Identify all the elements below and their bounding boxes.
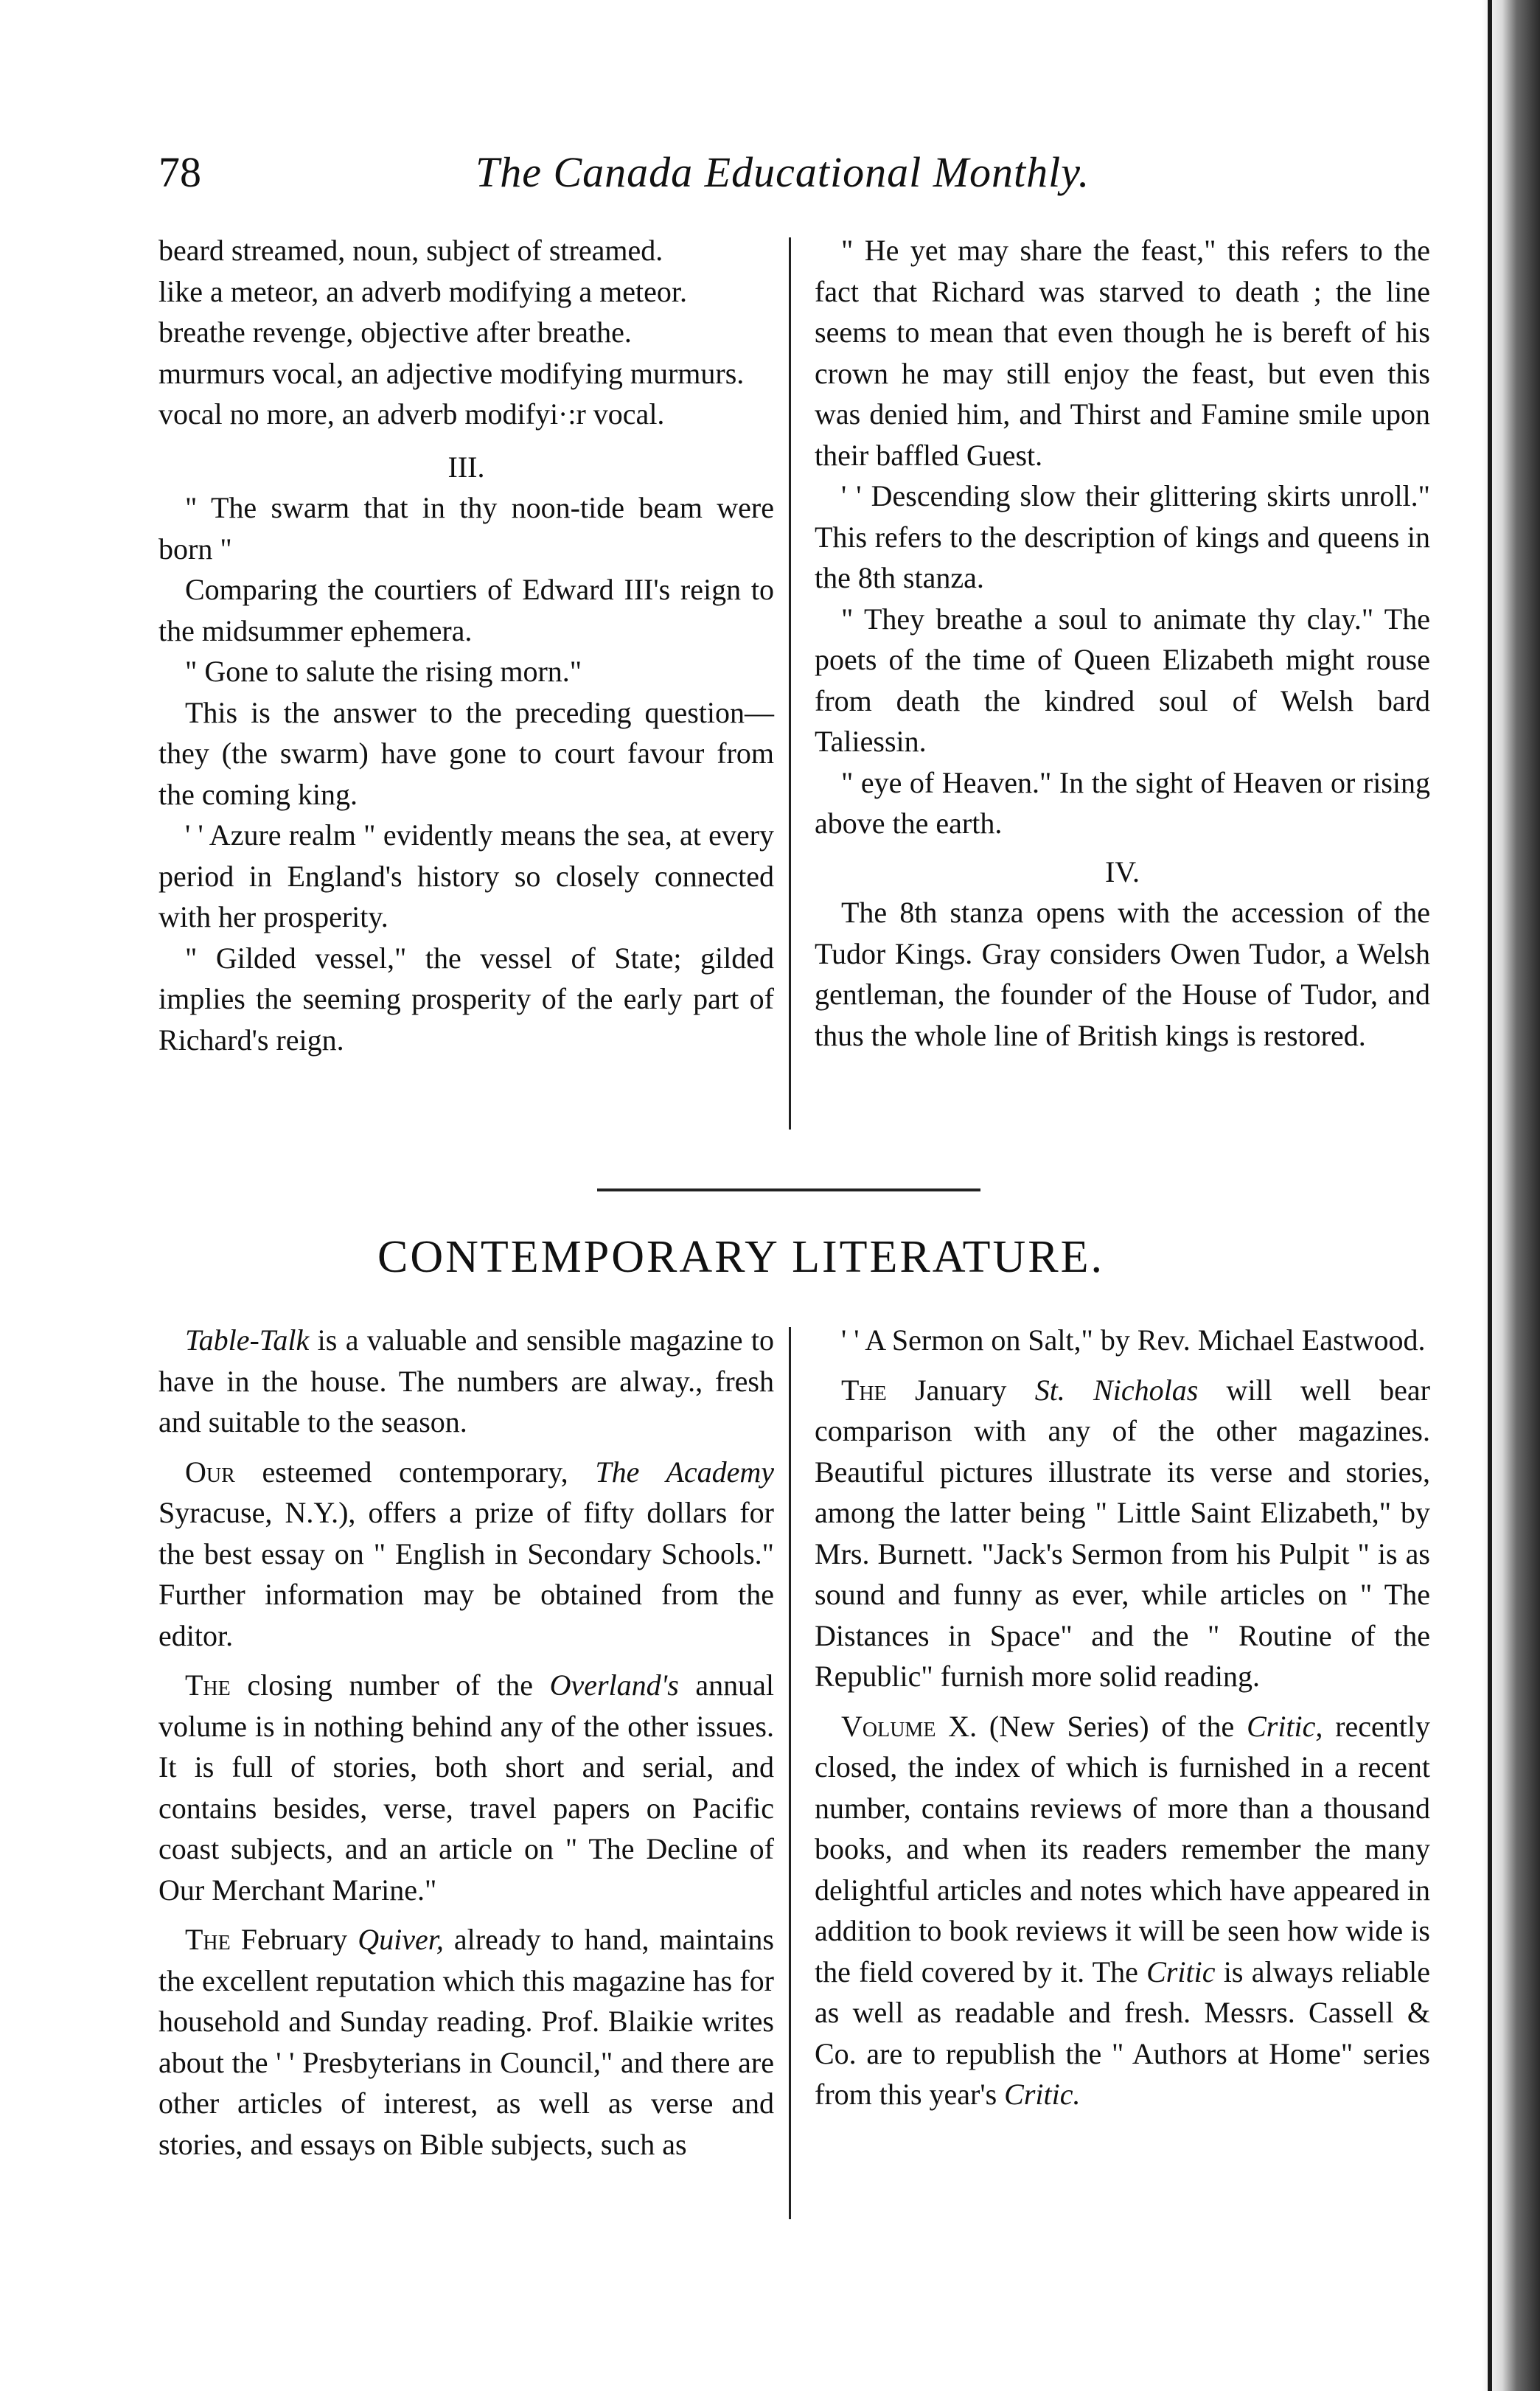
column-bottom-left <box>158 1320 774 2165</box>
lead-word: The <box>185 1923 231 1956</box>
paragraph: ' ' Descending slow their glittering skirts unroll." This refers to the description of kings and queens in the 8th stanza. <box>815 479 1430 594</box>
paragraph-text: X. (New Series) of the <box>936 1709 1247 1743</box>
running-head <box>158 147 1382 206</box>
paragraph: Comparing the courtiers of Edward III's reign to the midsummer ephemera. <box>158 573 774 647</box>
lead-word: Our <box>185 1455 235 1489</box>
paragraph-text: recently closed, the index of which is furnished in a recent number, contains reviews of more than a thousand books, and when its readers remember the many delightful articles and notes which have appeared in addition to book reviews it will be seen how wide is the field covered by it. The <box>815 1709 1431 1988</box>
journal-title: The Canada Educational Monthly. <box>475 148 1090 196</box>
paragraph <box>158 1452 774 1657</box>
paragraph-text: is always reliable as well as readable and fresh. Messrs. Cassell & Co. are to republish the " Authors at Home" series from this year's <box>815 1955 1430 2111</box>
paragraph: " Gone to salute the rising morn." <box>185 655 582 688</box>
section-rule <box>597 1188 980 1191</box>
paragraph-text: annual volume is in nothing behind any of the other issues. It is full of stories, both short and serial, and contains besides, verse, travel papers on Pacific coast subjects, and an article on " The Decline of Our Merchant Marine." <box>158 1668 774 1907</box>
magazine-title: St. Nicholas <box>1034 1373 1199 1407</box>
magazine-title: Table-Talk <box>185 1323 310 1357</box>
magazine-title: Critic, <box>1247 1709 1323 1743</box>
magazine-title: Overland's <box>549 1668 679 1702</box>
magazine-title: Critic. <box>1004 2078 1081 2111</box>
column-bottom-right <box>815 1320 1430 2115</box>
paragraph <box>158 1665 774 1910</box>
paragraph: This is the answer to the preceding question—they (the swarm) have gone to court favour from the coming king. <box>158 695 774 811</box>
scan-edge-line <box>1488 0 1492 2391</box>
magazine-title: Quiver, <box>358 1923 444 1956</box>
paragraph-text: February <box>230 1923 358 1956</box>
paragraph: murmurs vocal, an adjective modifying murmurs. <box>158 356 745 390</box>
paragraph: The 8th stanza opens with the accession of the Tudor Kings. Gray considers Owen Tudor, a Welsh gentleman, the founder of the House of Tudor, and thus the whole line of British kings is restored. <box>815 896 1430 1052</box>
paragraph-text: January <box>886 1373 1035 1407</box>
section-heading: III. <box>447 450 485 484</box>
paragraph-text: closing number of the <box>230 1668 550 1702</box>
lead-word: The <box>841 1373 887 1407</box>
paragraph: ' ' A Sermon on Salt," by Rev. Michael Eastwood. <box>841 1323 1426 1357</box>
paragraph-text: is a valuable and sensible magazine to have in the house. The numbers are alway., fresh and suitable to the season. <box>158 1323 774 1438</box>
column-divider <box>789 237 791 1130</box>
paragraph-text: already to hand, maintains the excellent reputation which this magazine has for household and Sunday reading. Prof. Blaikie writes about the ' ' Presbyterians in Council," and there are other articles of interest, as well as verse and stories, and essays on Bible subjects, such as <box>158 1923 774 2161</box>
column-top-left <box>158 230 774 1060</box>
paragraph <box>815 1370 1430 1697</box>
section-heading: IV. <box>1104 855 1140 888</box>
magazine-title: The Academy <box>595 1455 774 1489</box>
paragraph: " Gilded vessel," the vessel of State; gilded implies the seeming prosperity of the early part of Richard's reign. <box>158 941 774 1057</box>
paragraph: " The swarm that in thy noon-tide beam were born " <box>158 491 774 565</box>
paragraph: breathe revenge, objective after breathe. <box>158 316 632 349</box>
paragraph: beard streamed, noun, subject of streamed. <box>158 234 663 267</box>
column-top-right <box>815 230 1430 1056</box>
section-title: CONTEMPORARY LITERATURE. <box>377 1232 1104 1282</box>
page-number: 78 <box>158 148 201 196</box>
paragraph: " He yet may share the feast," this refers to the fact that Richard was starved to death ; the line seems to mean that even though he is bereft of his crown he may still enjoy the feast, but even this was denied him, and Thirst and Famine smile upon their baffled Guest. <box>815 234 1430 472</box>
paragraph: ' ' Azure realm " evidently means the sea, at every period in England's history so closely connected with her prosperity. <box>158 818 774 933</box>
column-divider <box>789 1327 791 2219</box>
paragraph <box>158 1919 774 2165</box>
paragraph-text: will well bear comparison with any of the other magazines. Beautiful pictures illustrate its verse and stories, among the latter being " Little Saint Elizabeth," by Mrs. Burnett. "Jack's Sermon from his Pulpit " is as sound and funny as ever, while articles on " The Distances in Space" and the " Routine of the Republic" furnish more solid reading. <box>815 1373 1431 1693</box>
lead-word: The <box>185 1668 231 1702</box>
paragraph: " eye of Heaven." In the sight of Heaven or rising above the earth. <box>815 765 1430 840</box>
paragraph-text: Syracuse, N.Y.), offers a prize of fifty dollars for the best essay on " English in Secondary Schools." Further information may be obtained from the editor. <box>158 1496 774 1652</box>
paragraph <box>158 1320 774 1443</box>
paragraph: vocal no more, an adverb modifyi·:r vocal. <box>158 397 665 431</box>
magazine-title: Critic <box>1146 1955 1216 1988</box>
paragraph: " They breathe a soul to animate thy clay." The poets of the time of Queen Elizabeth might rouse from death the kindred soul of Welsh bard Taliessin. <box>815 602 1430 758</box>
paragraph <box>815 1706 1430 2115</box>
lead-word: Volume <box>841 1709 936 1743</box>
paragraph-text: esteemed contemporary, <box>234 1455 596 1489</box>
paragraph: like a meteor, an adverb modifying a meteor. <box>158 274 688 308</box>
